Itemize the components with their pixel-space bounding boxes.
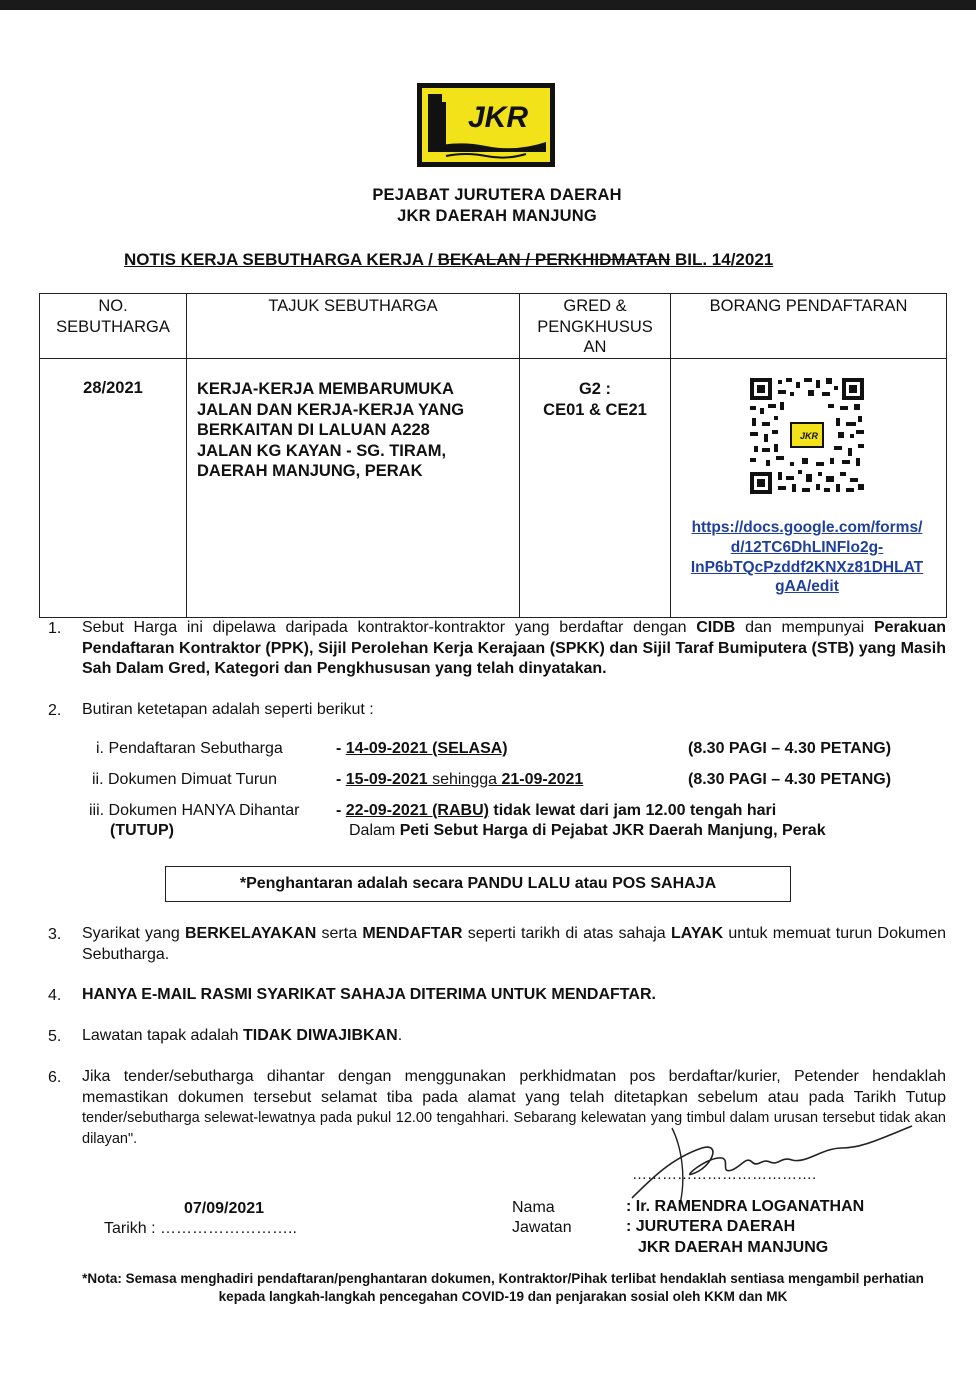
item-1-text: Sebut Harga ini dipelawa daripada kontraktor-kontraktor yang berdaftar dengan CIDB dan mempunyai Perakuan Pendaftaran Kontraktor (PPK), Sijil Perolehan Kerja Kerajaan (SPKK) dan Sijil Taraf Bumiputera (STB) yang Masih Sah Dalam Gred, Kategori dan Pengkhususan yang telah dinyatakan. xyxy=(82,619,946,677)
item-number-4: 4. xyxy=(48,987,62,1004)
schedule-label-3: iii. Dokumen HANYA Dihantar xyxy=(89,802,300,819)
item-number-5: 5. xyxy=(48,1028,62,1045)
nama-label: Nama xyxy=(512,1199,555,1216)
notice-title: NOTIS KERJA SEBUTHARGA KERJA / BEKALAN / PERKHIDMATAN BIL. 14/2021 xyxy=(124,250,774,269)
cell-gred: G2 : CE01 & CE21 xyxy=(520,359,671,618)
item-4-text: HANYA E-MAIL RASMI SYARIKAT SAHAJA DITERIMA UNTUK MENDAFTAR. xyxy=(82,986,656,1003)
registration-qr-code[interactable] xyxy=(750,378,864,494)
covid-footnote: *Nota: Semasa menghadiri pendaftaran/penghantaran dokumen, Kontraktor/Pihak terlibat hendaklah sentiasa mengambil perhatian kepada langkah-langkah pencegahan COVID-19 dan penjarakan sosial oleh KKM dan MK xyxy=(82,1271,924,1304)
schedule-value-1: - 14-09-2021 (SELASA) xyxy=(336,740,508,757)
signatory-title: : JURUTERA DAERAH xyxy=(626,1218,796,1235)
schedule-time-1: (8.30 PAGI – 4.30 PETANG) xyxy=(688,740,892,757)
registration-form-link[interactable]: https://docs.google.com/forms/ d/12TC6DhLINFlo2g- InP6bTQcPzddf2KNXz81DHLAT gAA/edit xyxy=(690,519,924,596)
item-6-text: Jika tender/sebutharga dihantar dengan menggunakan perkhidmatan pos berdaftar/kurier, Petender hendaklah memastikan dokumen tersebut selamat tiba pada alamat yang telah ditetapkan sebelum atau pada Tarikh Tutup tender/sebutharga selewat-lewatnya pada pukul 12.00 tengahhari. Sebarang kelewatan yang timbul dalam urusan tersebut tidak akan dilayan". xyxy=(82,1068,946,1147)
delivery-notice-box: *Penghantaran adalah secara PANDU LALU atau POS SAHAJA xyxy=(165,866,791,902)
table-header-row xyxy=(40,294,947,359)
schedule-label-1: i. Pendaftaran Sebutharga xyxy=(96,740,283,757)
signature-scribble xyxy=(612,1118,932,1208)
header-tajuk: TAJUK SEBUTHARGA xyxy=(187,294,520,359)
cell-tajuk: KERJA-KERJA MEMBARUMUKA JALAN DAN KERJA-KERJA YANG BERKAITAN DI LALUAN A228 JALAN KG KAYAN - SG. TIRAM, DAERAH MANJUNG, PERAK xyxy=(187,359,520,618)
item-number-1: 1. xyxy=(48,620,62,637)
item-number-6: 6. xyxy=(48,1069,62,1086)
struck-text: BEKALAN / PERKHIDMATAN xyxy=(437,250,671,269)
item-5-text: Lawatan tapak adalah TIDAK DIWAJIBKAN. xyxy=(82,1027,403,1044)
schedule-value-3: - 22-09-2021 (RABU) tidak lewat dari jam 12.00 tengah hari xyxy=(336,802,777,819)
signatory-name: : Ir. RAMENDRA LOGANATHAN xyxy=(626,1198,865,1215)
signatory-office: JKR DAERAH MANJUNG xyxy=(638,1239,829,1256)
schedule-location: Dalam Peti Sebut Harga di Pejabat JKR Daerah Manjung, Perak xyxy=(349,822,826,839)
header-gred: GRED & PENGKHUSUS AN xyxy=(520,294,671,359)
item-number-3: 3. xyxy=(48,926,62,943)
header-borang: BORANG PENDAFTARAN xyxy=(671,294,947,359)
logo-text: JKR xyxy=(467,101,529,134)
cell-no: 28/2021 xyxy=(40,359,187,618)
date-value: 07/09/2021 xyxy=(184,1200,265,1217)
schedule-label-2: ii. Dokumen Dimuat Turun xyxy=(92,771,277,788)
jkr-logo xyxy=(416,82,556,168)
qr-logo-text: JKR xyxy=(799,431,819,441)
jawatan-label: Jawatan xyxy=(512,1219,572,1236)
item-number-2: 2. xyxy=(48,702,62,719)
date-label: Tarikh : …………………….. xyxy=(104,1220,297,1237)
schedule-value-2: - 15-09-2021 sehingga 21-09-2021 xyxy=(336,771,584,788)
item-2-text: Butiran ketetapan adalah seperti berikut : xyxy=(82,701,374,718)
item-3-text: Syarikat yang BERKELAYAKAN serta MENDAFTAR seperti tarikh di atas sahaja LAYAK untuk memuat turun Dokumen Sebutharga. xyxy=(82,925,946,963)
scan-top-edge xyxy=(0,0,976,10)
schedule-label-3b: (TUTUP) xyxy=(110,822,174,839)
office-subtitle: JKR DAERAH MANJUNG xyxy=(397,207,597,225)
signature-dotted-line: ………………………………. xyxy=(632,1166,817,1183)
schedule-time-2: (8.30 PAGI – 4.30 PETANG) xyxy=(688,771,892,788)
office-title: PEJABAT JURUTERA DAERAH xyxy=(372,186,622,204)
header-no: NO. SEBUTHARGA xyxy=(40,294,187,359)
